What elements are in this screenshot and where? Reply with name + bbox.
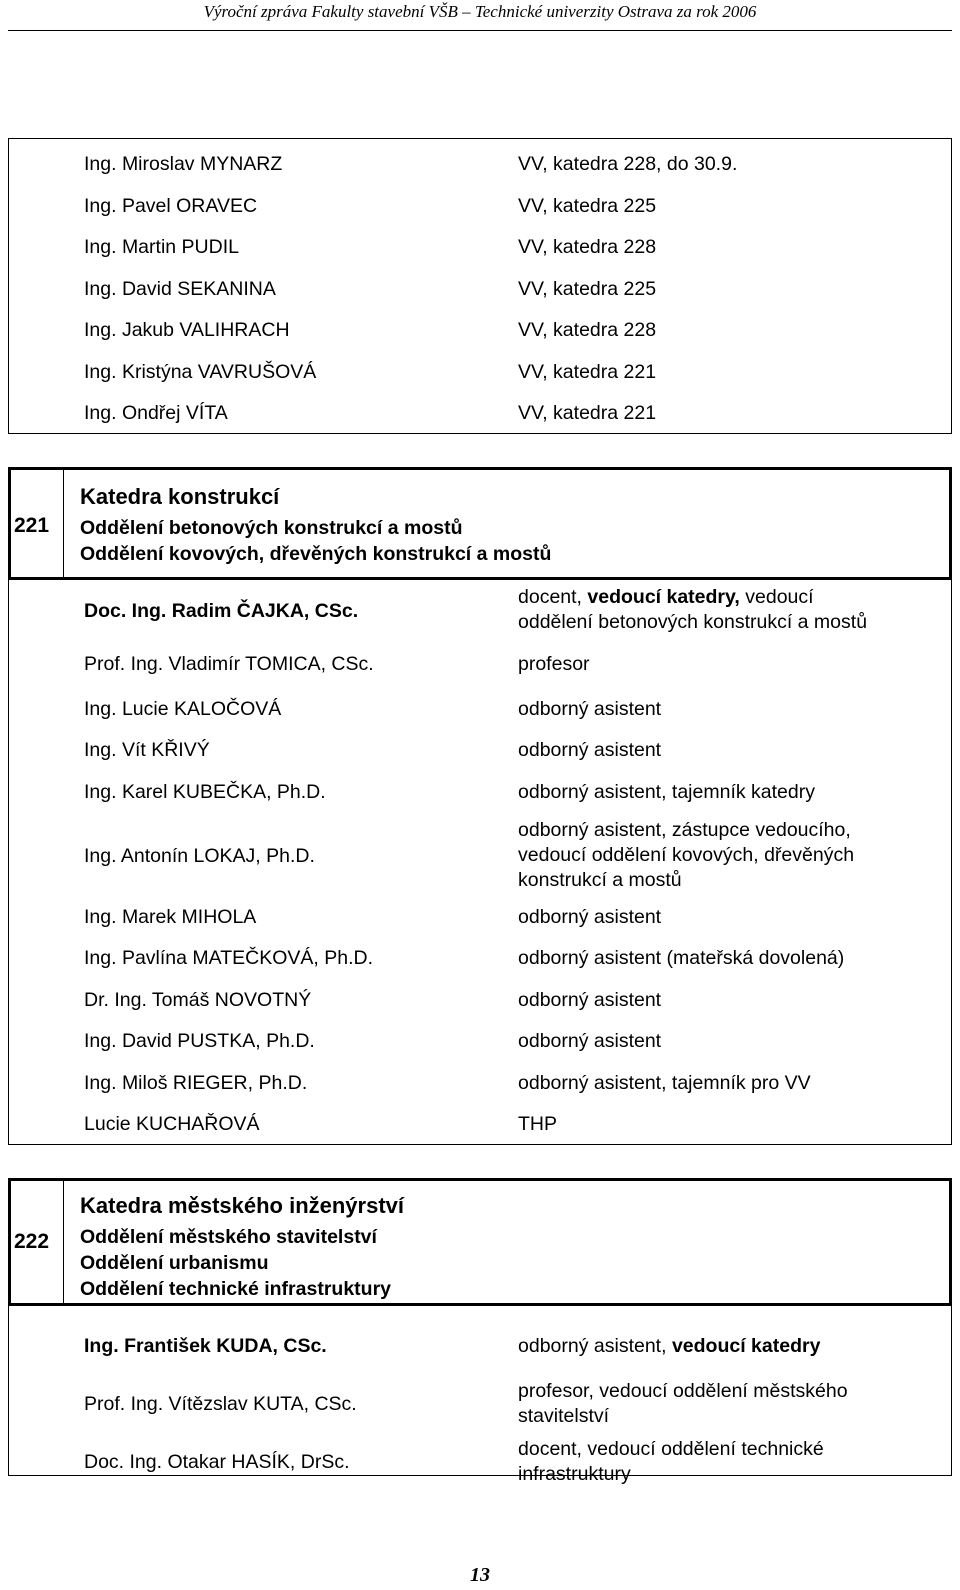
staff-name: Ing. Vít KŘIVÝ (84, 739, 210, 761)
staff-role: VV, katedra 228, do 30.9. (518, 153, 738, 175)
dept-number: 222 (14, 1230, 50, 1253)
staff-name: Ing. Martin PUDIL (84, 236, 239, 258)
staff-role: profesor (518, 653, 590, 675)
staff-role: THP (518, 1113, 557, 1135)
staff-name: Ing. Pavel ORAVEC (84, 195, 258, 217)
staff-role-line: konstrukcí a mostů (518, 869, 682, 891)
head-name: Doc. Ing. Radim ČAJKA, CSc. (84, 600, 359, 622)
staff-name: Ing. Marek MIHOLA (84, 906, 257, 928)
dept-subsection: Oddělení městského stavitelství (80, 1226, 377, 1248)
staff-name: Ing. Ondřej VÍTA (84, 402, 228, 424)
staff-role: VV, katedra 225 (518, 278, 657, 300)
staff-role: odborný asistent (518, 1030, 662, 1052)
staff-name: Ing. Kristýna VAVRUŠOVÁ (84, 361, 317, 383)
dept-subsection: Oddělení kovových, dřevěných konstrukcí a mostů (80, 543, 552, 565)
staff-role: odborný asistent (518, 739, 662, 761)
staff-name: Doc. Ing. Otakar HASÍK, DrSc. (84, 1451, 350, 1473)
dept-number: 221 (14, 514, 50, 537)
staff-name: Dr. Ing. Tomáš NOVOTNÝ (84, 989, 312, 1011)
report-header: Výroční zpráva Fakulty stavební VŠB – Technické univerzity Ostrava za rok 2006 (203, 2, 757, 21)
staff-role-line: profesor, vedoucí oddělení městského (518, 1380, 848, 1402)
staff-name: Ing. David SEKANINA (84, 278, 276, 300)
staff-role: VV, katedra 228 (518, 236, 657, 258)
dept-name: Katedra konstrukcí (80, 484, 280, 509)
staff-name: Ing. Lucie KALOČOVÁ (84, 698, 282, 720)
dept-subsection: Oddělení betonových konstrukcí a mostů (80, 517, 463, 539)
header-rule (8, 30, 952, 31)
staff-role-line: stavitelství (518, 1405, 610, 1427)
staff-role: odborný asistent, tajemník katedry (518, 781, 815, 803)
staff-name: Ing. David PUSTKA, Ph.D. (84, 1030, 315, 1052)
dept-name: Katedra městského inženýrství (80, 1193, 405, 1218)
staff-role-line: vedoucí oddělení kovových, dřevěných (518, 844, 855, 866)
page-number: 13 (470, 1564, 490, 1586)
staff-name: Prof. Ing. Vítězslav KUTA, CSc. (84, 1393, 357, 1415)
head-role-line2: oddělení betonových konstrukcí a mostů (518, 611, 868, 633)
dept-subsection: Oddělení urbanismu (80, 1252, 269, 1274)
staff-role: odborný asistent (518, 698, 662, 720)
head-name: Ing. František KUDA, CSc. (84, 1335, 327, 1357)
dept-subsection: Oddělení technické infrastruktury (80, 1278, 392, 1300)
head-role: docent, vedoucí katedry, vedoucí (518, 586, 814, 608)
staff-name: Prof. Ing. Vladimír TOMICA, CSc. (84, 653, 374, 675)
staff-role: odborný asistent (518, 989, 662, 1011)
staff-role: odborný asistent (518, 906, 662, 928)
staff-name: Ing. Miroslav MYNARZ (84, 153, 283, 175)
staff-name: Ing. Pavlína MATEČKOVÁ, Ph.D. (84, 947, 373, 969)
staff-role: odborný asistent, tajemník pro VV (518, 1072, 811, 1094)
head-role: odborný asistent, vedoucí katedry (518, 1335, 821, 1357)
staff-role: VV, katedra 221 (518, 361, 657, 383)
staff-role: VV, katedra 221 (518, 402, 657, 424)
staff-name: Ing. Miloš RIEGER, Ph.D. (84, 1072, 308, 1094)
staff-name: Ing. Karel KUBEČKA, Ph.D. (84, 781, 326, 803)
staff-name: Ing. Jakub VALIHRACH (84, 319, 290, 341)
staff-name: Lucie KUCHAŘOVÁ (84, 1113, 260, 1135)
staff-role: VV, katedra 228 (518, 319, 657, 341)
staff-name: Ing. Antonín LOKAJ, Ph.D. (84, 845, 315, 867)
staff-role: VV, katedra 225 (518, 195, 657, 217)
staff-role: odborný asistent (mateřská dovolená) (518, 947, 845, 969)
staff-role-line: docent, vedoucí oddělení technické (518, 1438, 824, 1460)
staff-role-line: infrastruktury (518, 1463, 631, 1485)
staff-role-line: odborný asistent, zástupce vedoucího, (518, 819, 851, 841)
